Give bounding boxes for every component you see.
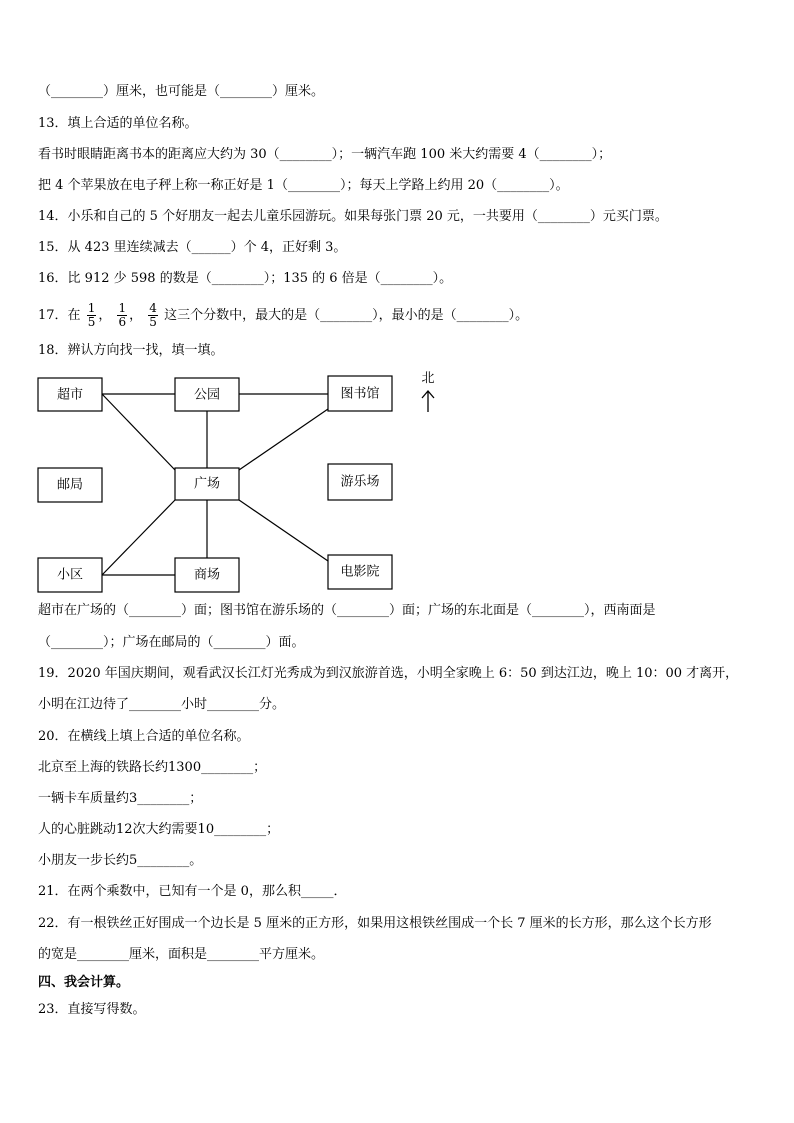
label-cinema: 电影院	[340, 564, 380, 580]
question-17-prefix: 17．在	[38, 308, 81, 323]
question-14: 14．小乐和自己的 5 个好朋友一起去儿童乐园游玩。如果每张门票 20 元，一共要用（________）元买门票。	[38, 209, 668, 224]
fraction-four-fifths	[148, 302, 158, 329]
question-20-part-b: 一辆卡车质量约3________；	[38, 791, 203, 806]
question-22-part-b: 的宽是________厘米，面积是________平方厘米。	[38, 947, 325, 962]
question-20: 20．在横线上填上合适的单位名称。	[38, 729, 250, 744]
question-19-part-a: 19．2020 年国庆期间，观看武汉长江灯光秀成为到汉旅游首选，小明全家晚上 6：50 到达江边，晚上 10：00 才离开，	[38, 666, 739, 681]
fraction-one-sixth	[117, 302, 127, 329]
question-13-part-b: 把 4 个苹果放在电子秤上称一称正好是 1（________）；每天上学路上约用 20（________）。	[38, 178, 569, 193]
question-17-suffix: 这三个分数中，最大的是（________），最小的是（________）。	[164, 308, 529, 323]
fraction-one-fifth	[87, 302, 97, 329]
separator: ，	[98, 308, 112, 323]
label-mall: 商场	[193, 567, 221, 583]
fraction-numerator: 1	[87, 301, 96, 315]
question-20-part-d: 小朋友一步长约5________。	[38, 853, 203, 868]
north-arrow-icon	[421, 371, 434, 412]
question-16: 16．比 912 少 598 的数是（________）；135 的 6 倍是（________）。	[38, 271, 453, 286]
question-15: 15．从 423 里连续减去（______）个 4，正好剩 3。	[38, 240, 347, 255]
question-18: 18．辨认方向找一找，填一填。	[38, 343, 224, 358]
label-amusement-park: 游乐场	[340, 474, 380, 490]
fraction-denominator: 5	[87, 315, 96, 329]
label-post-office: 邮局	[56, 477, 84, 493]
label-library: 图书馆	[340, 386, 380, 402]
fraction-numerator: 1	[118, 301, 127, 315]
fraction-denominator: 5	[149, 315, 157, 329]
direction-map-diagram	[36, 366, 456, 598]
question-23: 23．直接写得数。	[38, 1002, 146, 1017]
label-park: 公园	[193, 387, 221, 403]
question-17	[38, 296, 528, 336]
fraction-denominator: 6	[118, 315, 127, 329]
question-20-part-c: 人的心脏跳动12次大约需要10________；	[38, 822, 280, 837]
question-18-part-a: 超市在广场的（________）面；图书馆在游乐场的（________）面；广场的东北面是（________），西南面是	[38, 603, 656, 618]
text-line: （________）厘米，也可能是（________）厘米。	[38, 84, 325, 99]
label-supermarket: 超市	[56, 387, 84, 403]
label-square: 广场	[193, 476, 221, 492]
section-4-heading: 四、我会计算。	[38, 975, 130, 990]
question-13: 13．填上合适的单位名称。	[38, 116, 198, 131]
north-label: 北	[421, 371, 435, 386]
fraction-numerator: 4	[149, 301, 157, 315]
question-19-part-b: 小明在江边待了________小时________分。	[38, 697, 286, 712]
question-18-part-b: （________）；广场在邮局的（________）面。	[38, 635, 305, 650]
label-community: 小区	[56, 567, 84, 583]
separator: ，	[129, 308, 143, 323]
question-22-part-a: 22．有一根铁丝正好围成一个边长是 5 厘米的正方形，如果用这根铁丝围成一个长 7 厘米的长方形，那么这个长方形	[38, 916, 712, 931]
question-20-part-a: 北京至上海的铁路长约1300________；	[38, 760, 267, 775]
question-21: 21．在两个乘数中，已知有一个是 0，那么积_____．	[38, 884, 347, 899]
question-13-part-a: 看书时眼睛距离书本的距离应大约为 30（________）；一辆汽车跑 100 米大约需要 4（________）；	[38, 147, 612, 162]
